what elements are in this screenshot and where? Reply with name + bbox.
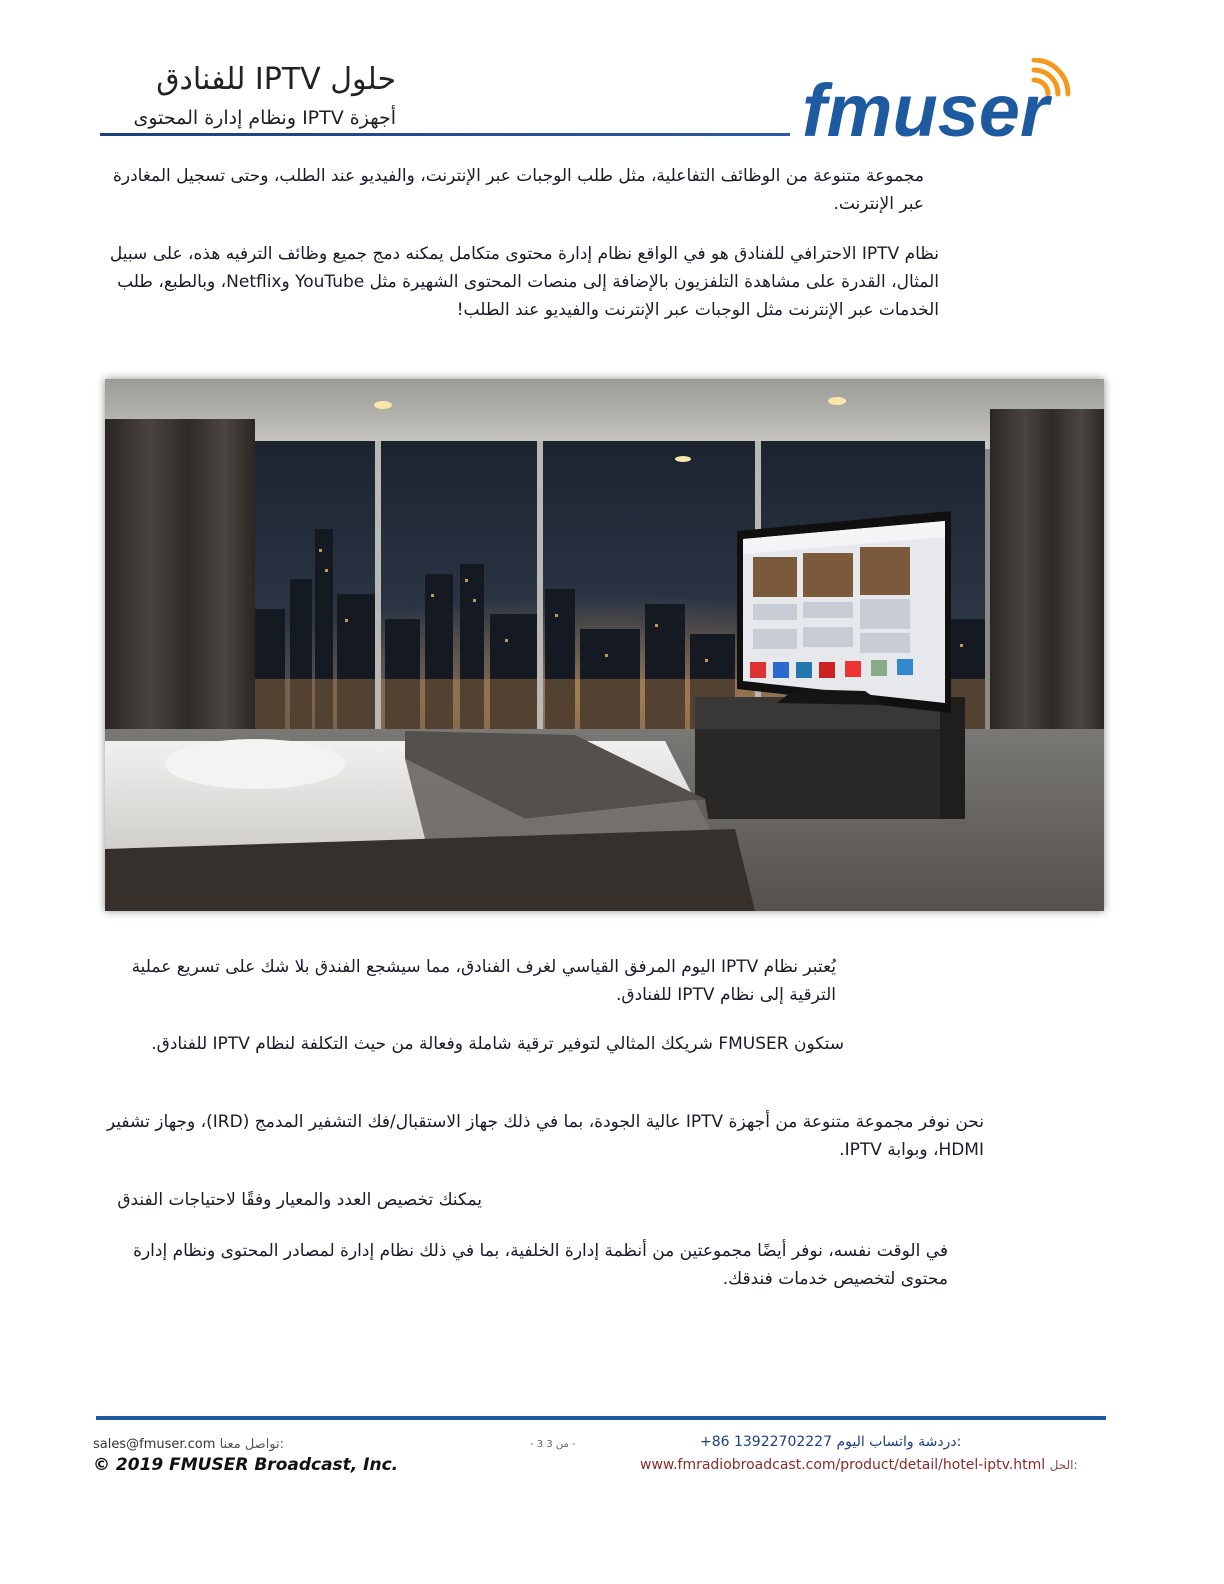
page-subtitle: أجهزة IPTV ونظام إدارة المحتوى (133, 107, 396, 129)
paragraph-customization: يمكنك تخصيص العدد والمعيار وفقًا لاحتياجات الفندق (117, 1190, 482, 1210)
page-number: - 3 من 3 - (530, 1439, 576, 1450)
page-title: حلول IPTV للفنادق (156, 62, 396, 97)
copyright-notice: © 2019 FMUSER Broadcast, Inc. (93, 1455, 399, 1475)
header-divider (100, 133, 790, 136)
fmuser-logo (800, 58, 1080, 148)
logo-wordmark: fmuser (802, 69, 1049, 148)
paragraph-standard-facility: يُعتبر نظام IPTV اليوم المرفق القياسي لغرف الفنادق، مما سيشجع الفندق بلا شك على تسريع عملية الترقية إلى نظام IPTV للفنادق. (131, 957, 836, 1005)
email-label: تواصل معنا: (219, 1437, 285, 1452)
phone-number[interactable]: +86 13922702227 (700, 1434, 832, 1450)
footer-divider (96, 1416, 1106, 1420)
email-address-link[interactable]: sales@fmuser.com (93, 1437, 216, 1452)
solution-url-link[interactable]: www.fmradiobroadcast.com/product/detail/hotel-iptv.html (640, 1457, 1046, 1473)
footer-solution-url (640, 1456, 1078, 1474)
solution-label: الحل: (1049, 1458, 1078, 1472)
hotel-room-photo (105, 379, 1104, 911)
whatsapp-label: دردشة واتساب اليوم: (836, 1434, 962, 1450)
paragraph-interactive-features: مجموعة متنوعة من الوظائف التفاعلية، مثل طلب الوجبات عبر الإنترنت، والفيديو عند الطلب، وحتى تسجيل المغادرة عبر الإنترنت. (112, 166, 924, 214)
footer-whatsapp (700, 1433, 961, 1451)
paragraph-iptv-devices: نحن نوفر مجموعة متنوعة من أجهزة IPTV عالية الجودة، بما في ذلك جهاز الاستقبال/فك التشفير المدمج (IRD)، وجهاز تشفير HDMI، وبوابة IPTV. (106, 1112, 984, 1160)
footer-email (93, 1436, 284, 1454)
paragraph-cms-overview: نظام IPTV الاحترافي للفنادق هو في الواقع نظام إدارة محتوى متكامل يمكنه دمج جميع وظائف الترفيه هذه، على سبيل المثال، القدرة على مشاهدة التلفزيون بالإضافة إلى منصات المحتوى الشهيرة مثل YouTube وNetflix، وبالطبع، طلب الخدمات عبر الإنترنت مثل الوجبات عبر الإنترنت والفيديو عند الطلب! (109, 244, 939, 320)
paragraph-management-systems: في الوقت نفسه، نوفر أيضًا مجموعتين من أنظمة إدارة الخلفية، بما في ذلك نظام إدارة لمصادر المحتوى ونظام إدارة محتوى لتخصيص خدمات فندقك. (133, 1241, 948, 1289)
paragraph-fmuser-partner: ستكون FMUSER شريكك المثالي لتوفير ترقية شاملة وفعالة من حيث التكلفة لنظام IPTV للفنادق. (151, 1034, 844, 1054)
